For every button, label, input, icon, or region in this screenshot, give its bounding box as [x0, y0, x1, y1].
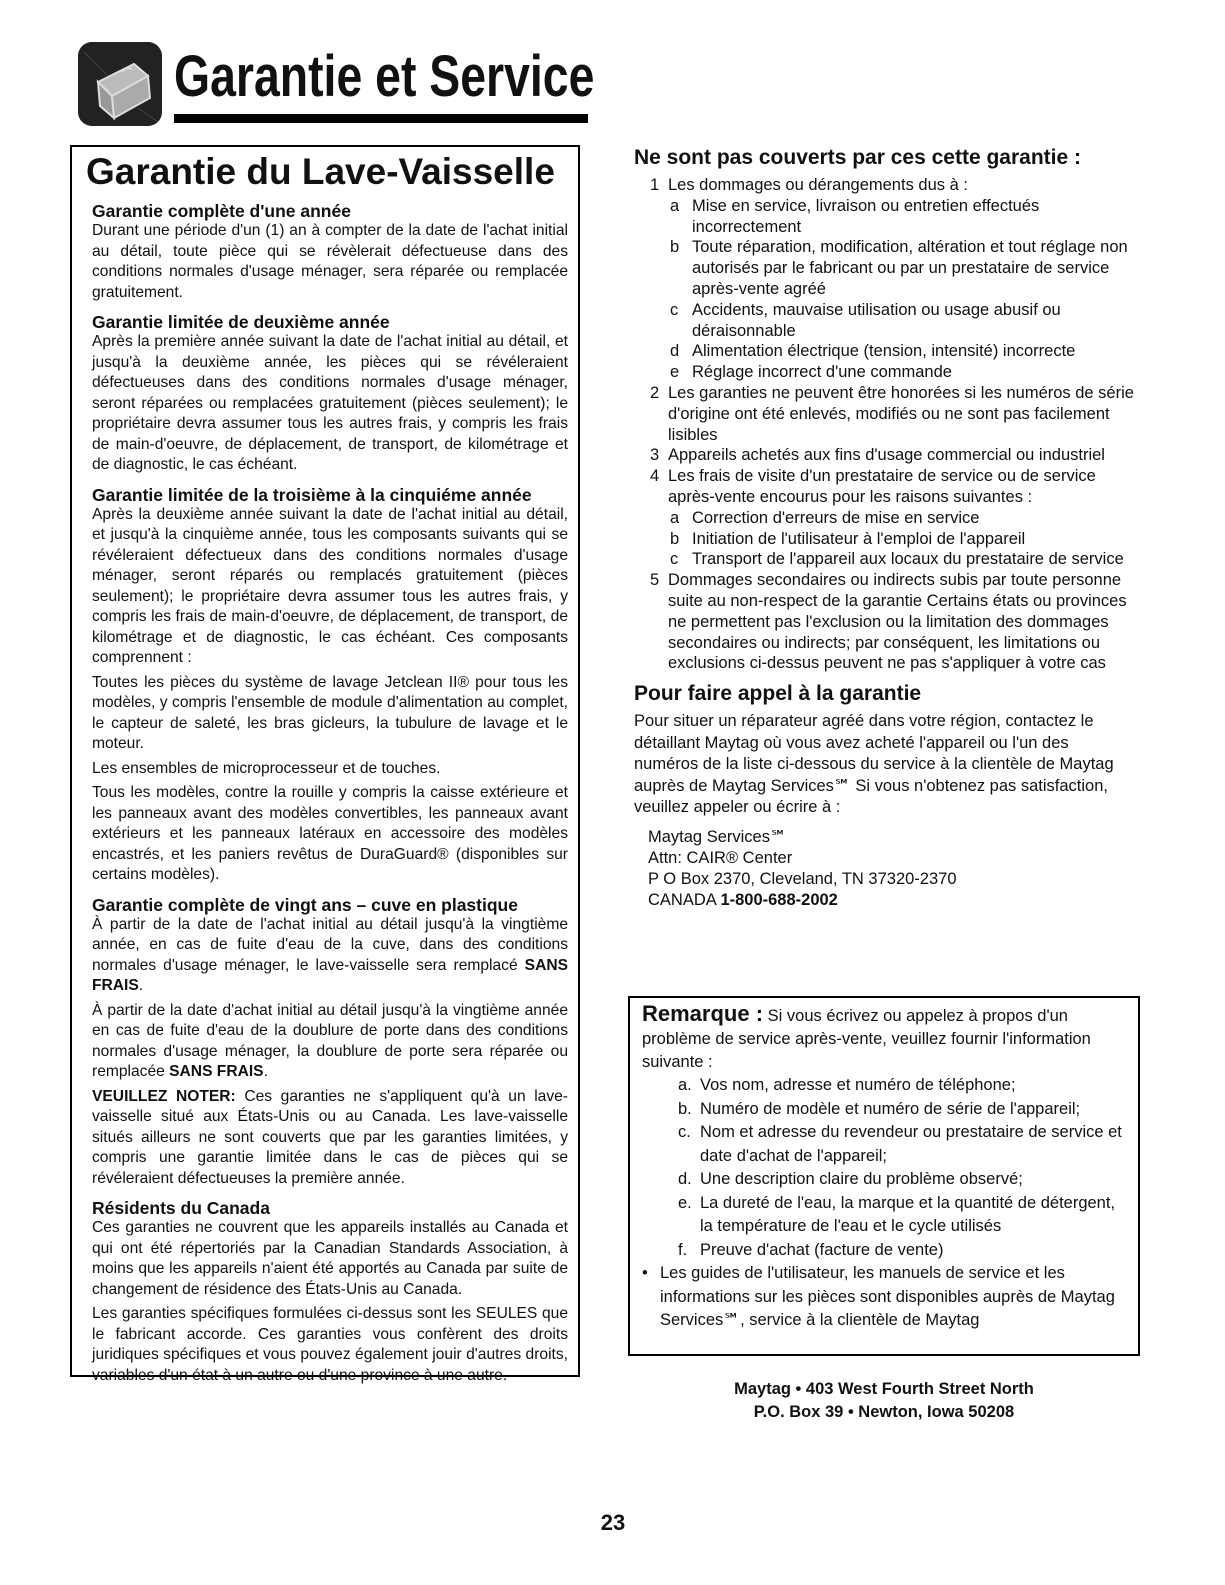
section-heading: Ne sont pas couverts par ces cette garantie : — [634, 146, 1081, 169]
list-item: c. Nom et adresse du revendeur ou prestataire de service et date d'achat de l'appareil; — [678, 1123, 1122, 1165]
paragraph: À partir de la date d'achat initial au détail jusqu'à la vingtième année en cas de fuite d'eau de la doublure de porte dans des conditions normales d'usage ménager, la doublure de porte sera réparée ou remplacée SANS FRAIS. — [92, 1001, 568, 1080]
remark-intro: Remarque : Si vous écrivez ou appelez à propos d'un problème de service après-vente, veuillez fournir l'information suivante : — [642, 1001, 1091, 1071]
paragraph: Ces garanties ne couvrent que les appareils installés au Canada et qui ont été répertoriés par la Canadian Standards Association, à moins que les appareils n'aient été apportés au Canada par suite de changement de résidence des États-Unis au Canada. — [92, 1219, 568, 1298]
section-heading: Garantie complète de vingt ans – cuve en plastique — [92, 894, 518, 915]
paragraph: Après la première année suivant la date de l'achat initial au détail, et jusqu'à la deuxième année, les pièces qui se révéleraient défectueuses dans des conditions normales d'usage ménager, seront réparées ou remplacées gratuitement (pièces seulement); le propriétaire devra assumer tous les autres frais, y compris les frais de main-d'oeuvre, de déplacement, de transport, de kilométrage et de diagnostic, le cas échéant. — [92, 333, 568, 473]
list-item: e. La dureté de l'eau, la marque et la quantité de détergent, la température de l'eau et le cycle utilisés — [678, 1193, 1116, 1235]
title-rule — [174, 114, 588, 123]
paragraph: À partir de la date de l'achat initial au détail jusqu'à la vingtième année, en cas de fuite d'eau de la cuve, dans des conditions normales d'usage ménager, le lave-vaisselle sera remplacé SANS FRAIS. — [92, 915, 568, 994]
list-item: c Accidents, mauvaise utilisation ou usage abusif ou déraisonnable — [670, 300, 1061, 340]
page-number: 23 — [600, 1510, 626, 1535]
list-item: a Correction d'erreurs de mise en service — [670, 508, 980, 527]
paragraph: Durant une période d'un (1) an à compter de la date de l'achat initial au détail, toute pièce qui se révèlerait défectueuse dans des conditions normales d'usage ménager, sera réparée ou remplacée gratuitement. — [92, 222, 568, 301]
warranty-title: Garantie du Lave-Vaisselle — [86, 151, 555, 192]
list-item: 1 Les dommages ou dérangements dus à : — [650, 176, 968, 194]
phone-number: 1-800-688-2002 — [720, 890, 838, 909]
remark-label: Remarque : — [642, 1001, 764, 1026]
section-heading: Garantie limitée de la troisième à la cinquiéme année — [92, 484, 532, 505]
remark-box — [628, 996, 1140, 1356]
paragraph: Les ensembles de microprocesseur et de touches. — [92, 759, 441, 777]
page-header — [78, 42, 595, 128]
warranty-box — [70, 145, 580, 1384]
list-item: b Initiation de l'utilisateur à l'emploi de l'appareil — [670, 529, 1026, 548]
right-column — [634, 146, 1134, 911]
list-item: 5 Dommages secondaires ou indirects subis par toute personne suite au non-respect de la garantie Certains états ou provinces ne permettent pas l'exclusion ou la limitation des dommages secondaires ou indirects; par conséquent, les limitations ou exclusions ci-dessus peuvent ne pas s'appliquer à votre cas — [650, 571, 1127, 673]
list-item: e Réglage incorrect d'une commande — [670, 363, 952, 382]
mailing-address: Maytag Services℠ Attn: CAIR® Center P O Box 2370, Cleveland, TN 37320-2370 CANADA 1-800-688-2002 — [648, 827, 957, 909]
section-heading: Garantie limitée de deuxième année — [92, 312, 390, 332]
paragraph: Toutes les pièces du système de lavage Jetclean II® pour tous les modèles, y compris l'ensemble de module d'alimentation au complet, le capteur de saleté, les bras gicleurs, la tubulure de lavage et le moteur. — [92, 673, 568, 752]
list-item: f. Preuve d'achat (facture de vente) — [678, 1240, 944, 1259]
paragraph: Pour situer un réparateur agréé dans votre région, contactez le détaillant Maytag où vous avez acheté l'appareil ou l'un des numéros de la liste ci-dessous du service à la clientèle de Maytag auprès de Maytag Services℠ Si vous n'obtenez pas satisfaction, veuillez appeler ou écrire à : — [634, 712, 1114, 817]
warranty-content — [92, 201, 568, 1390]
not-covered-list — [634, 175, 1134, 674]
section-heading: Garantie complète d'une année — [92, 201, 351, 221]
paragraph: Les garanties spécifiques formulées ci-dessus sont les SEULES que le fabricant accorde. Ces garanties vous confèrent des droits juridiques spécifiques et vous pouvez également jouir d'autres droits, variables d'un état à un autre ou d'une province à une autre. — [92, 1305, 568, 1384]
list-item: 2 Les garanties ne peuvent être honorées si les numéros de série d'origine ont été enlevés, modifiés ou ne sont pas facilement lisibles — [650, 383, 1134, 444]
bullet-icon: • — [642, 1264, 648, 1282]
company-address: Maytag • 403 West Fourth Street North P.O. Box 39 • Newton, Iowa 50208 — [734, 1380, 1034, 1421]
bullet-item: • Les guides de l'utilisateur, les manuels de service et les informations sur les pièces sont disponibles auprès de Maytag Services℠, service à la clientèle de Maytag — [642, 1264, 1115, 1329]
list-item: c Transport de l'appareil aux locaux du prestataire de service — [670, 550, 1124, 569]
list-item: a Mise en service, livraison ou entretien effectués incorrectement — [670, 196, 1040, 236]
paragraph: Après la deuxième année suivant la date de l'achat initial au détail, et jusqu'à la cinquième année, tous les composants suivants qui se révéleraient défectueux dans des conditions normales d'usage ménager, seront réparés ou remplacés gratuitement (pièces seulement); le propriétaire devra assumer tous les autres frais, y compris les frais de main-d'oeuvre, de déplacement, de transport, de kilométrage et de diagnostic, le cas échéant. Ces composants comprennent : — [92, 505, 568, 666]
section-heading: Pour faire appel à la garantie — [634, 682, 922, 706]
page-title: Garantie et Service — [174, 44, 595, 109]
list-item: 3 Appareils achetés aux fins d'usage commercial ou industriel — [650, 446, 1105, 465]
list-item: b Toute réparation, modification, altération et tout réglage non autorisés par le fabricant ou par un prestataire de service après-vente agréé — [670, 238, 1128, 298]
paragraph: Tous les modèles, contre la rouille y compris la caisse extérieure et les panneaux avant des modèles convertibles, les panneaux avant extérieurs et les panneaux latéraux en accessoire des modèles encastrés, et les paniers revêtus de DuraGuard® (disponibles sur certains modèles). — [92, 784, 568, 883]
paragraph: VEUILLEZ NOTER: Ces garanties ne s'appliquent qu'à un lave-vaisselle situé aux États-Unis ou au Canada. Les lave-vaisselle situés ailleurs ne sont couverts que par les garanties limitées, y compris une garantie limitée dans le cas de pièces qui se révéleraient défectueuses la première année. — [92, 1087, 569, 1187]
list-item: 4 Les frais de visite d'un prestataire de service ou de service après-vente encourus pour les raisons suivantes : — [650, 467, 1096, 506]
list-item: a. Vos nom, adresse et numéro de téléphone; — [678, 1076, 1016, 1094]
list-item: b. Numéro de modèle et numéro de série de l'appareil; — [678, 1099, 1081, 1118]
toolbox-icon — [78, 42, 162, 126]
list-item: d. Une description claire du problème observé; — [678, 1170, 1023, 1188]
section-heading: Résidents du Canada — [92, 1198, 270, 1218]
list-item: d Alimentation électrique (tension, intensité) incorrecte — [670, 342, 1076, 361]
